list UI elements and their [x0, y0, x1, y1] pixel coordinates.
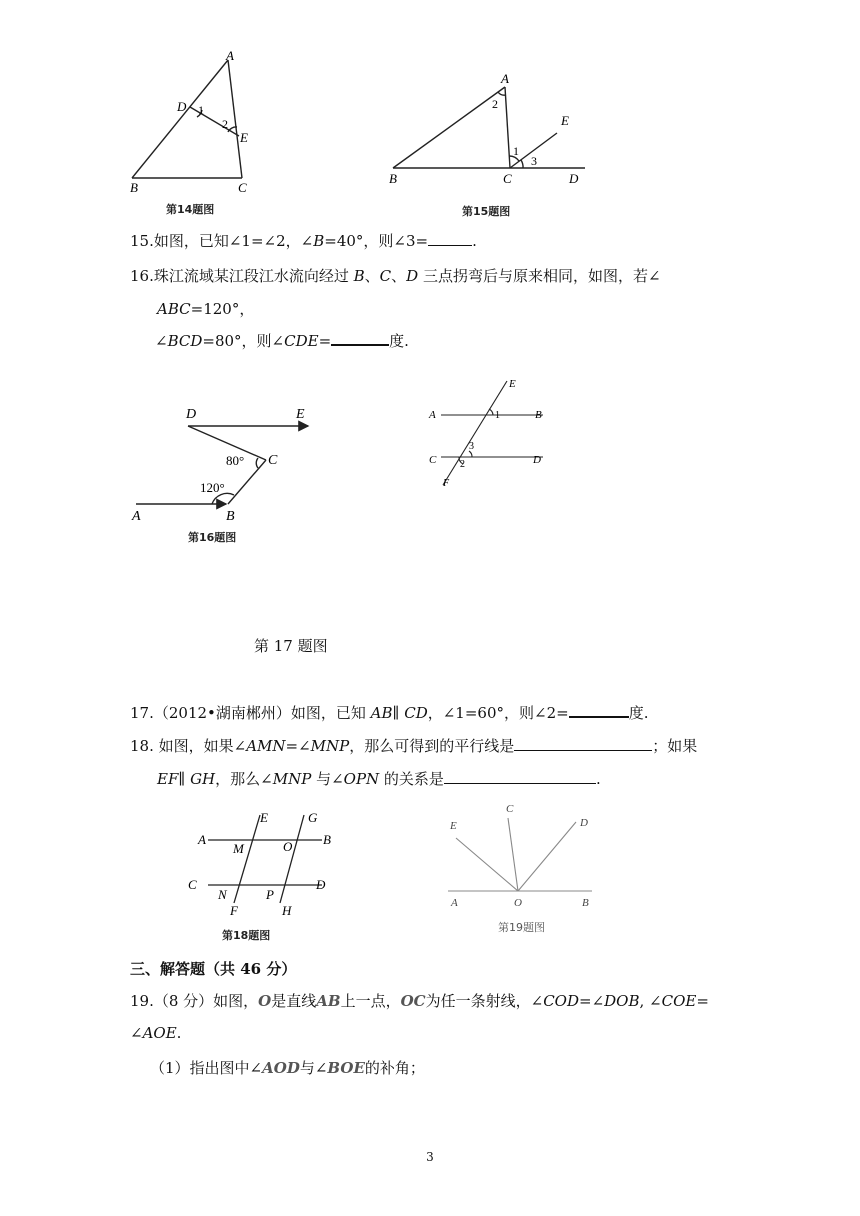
- fig19-label-D: D: [580, 817, 588, 829]
- q16-var: BCD: [167, 332, 203, 350]
- q18-var: AMN: [246, 737, 286, 755]
- figure-17: [425, 375, 555, 495]
- figure-19-drawing: [440, 798, 610, 913]
- q19-var: AOE: [142, 1024, 177, 1042]
- fig16-label-D: D: [186, 407, 197, 422]
- q18-answer-blank-2[interactable]: [444, 769, 596, 784]
- fig16-label-80: 80°: [226, 453, 245, 468]
- fig17-label-2: 2: [460, 459, 465, 470]
- q16-text: 16.珠江流域某江段江水流向经过: [130, 267, 354, 285]
- q16-text: 、: [364, 267, 380, 285]
- fig17-label-1: 1: [495, 410, 500, 421]
- question-16-line-3: [155, 330, 409, 352]
- q19-var: BOE: [327, 1059, 365, 1077]
- q16-answer-blank[interactable]: [331, 330, 389, 346]
- q16-text: 、: [391, 267, 407, 285]
- q16-text: =: [318, 332, 332, 350]
- q17-answer-blank[interactable]: [569, 702, 629, 718]
- fig18-label-P: P: [266, 887, 274, 902]
- fig18-label-A: A: [198, 832, 206, 847]
- figure-15-drawing: [385, 65, 595, 190]
- figure-18-caption: 第18题图: [222, 929, 271, 942]
- q19-text: 与∠: [299, 1059, 328, 1077]
- fig18-label-D: D: [316, 877, 326, 892]
- question-18-line-2: [157, 768, 601, 790]
- fig16-label-A: A: [132, 509, 141, 524]
- question-16-line-2: [157, 298, 254, 320]
- figure-16-drawing: [128, 400, 328, 525]
- question-15: [130, 230, 477, 252]
- fig14-label-2: 2: [222, 117, 228, 131]
- q19-text: ∠: [130, 1024, 143, 1042]
- q16-var: CDE: [284, 332, 319, 350]
- q17-text: 度.: [628, 704, 649, 722]
- fig15-label-2: 2: [492, 97, 498, 111]
- q18-answer-blank-1[interactable]: [514, 736, 652, 751]
- q18-text: 18. 如图，如果∠: [130, 737, 247, 755]
- q18-text: 的关系是: [379, 770, 444, 788]
- fig14-label-E: E: [240, 130, 248, 145]
- question-19-sub-1: [150, 1057, 425, 1079]
- fig16-label-120: 120°: [200, 480, 225, 495]
- q19-text: =∠: [579, 992, 605, 1010]
- fig16-label-C: C: [268, 453, 278, 468]
- question-19-line-1: [130, 990, 709, 1012]
- fig18-label-G: G: [308, 810, 318, 825]
- q18-var: EF: [157, 770, 179, 788]
- fig15-label-E: E: [561, 113, 569, 128]
- q18-var: GH: [190, 770, 216, 788]
- q18-text: ∥: [178, 770, 191, 788]
- q18-text: 与∠: [311, 770, 344, 788]
- figure-19: [440, 798, 610, 913]
- fig15-label-B: B: [389, 171, 397, 186]
- fig19-label-C: C: [506, 803, 514, 815]
- fig15-label-C: C: [503, 171, 512, 186]
- fig14-label-1: 1: [198, 103, 204, 117]
- q18-text: ，那么可得到的平行线是: [349, 737, 515, 755]
- figure-19-caption: 第19题图: [498, 921, 545, 934]
- fig15-label-1: 1: [513, 144, 519, 158]
- fig17-label-A: A: [429, 409, 436, 421]
- q19-var: OC: [400, 992, 426, 1010]
- q15-answer-blank[interactable]: [428, 231, 472, 246]
- fig17-label-B: B: [535, 409, 542, 421]
- fig14-label-C: C: [238, 180, 247, 195]
- fig14-label-D: D: [177, 99, 187, 114]
- fig19-label-A: A: [451, 897, 458, 909]
- q17-var: CD: [404, 704, 428, 722]
- fig15-label-D: D: [569, 171, 579, 186]
- figure-17-caption: 第 17 题图: [254, 637, 328, 655]
- q16-var: ABC: [157, 300, 191, 318]
- fig18-label-F: F: [230, 903, 238, 918]
- q16-text: =80°，则∠: [202, 332, 285, 350]
- q18-text: .: [595, 770, 601, 788]
- figure-16-caption: 第16题图: [188, 531, 237, 544]
- q17-text: ，∠1=60°，则∠2=: [427, 704, 569, 722]
- question-18-line-1: [130, 735, 697, 757]
- question-19-line-2: [130, 1022, 181, 1044]
- question-17: [130, 702, 648, 724]
- fig18-label-O: O: [283, 839, 293, 854]
- fig17-label-D: D: [533, 454, 541, 466]
- fig18-label-M: M: [233, 841, 244, 856]
- figure-14: [120, 50, 270, 195]
- page-number: 3: [426, 1150, 434, 1164]
- q19-text: 19.（8 分）如图，: [130, 992, 259, 1010]
- q19-var: DOB: [604, 992, 640, 1010]
- q15-text-a: 15.如图，已知∠1=∠2，∠: [130, 232, 314, 250]
- section-3-heading: 三、解答题（共 46 分）: [130, 960, 297, 978]
- q19-text: 是直线: [271, 992, 317, 1010]
- question-16-line-1: [130, 265, 661, 287]
- fig17-label-F: F: [443, 478, 450, 489]
- q18-var: MNP: [272, 770, 312, 788]
- fig19-label-O: O: [514, 897, 522, 909]
- fig15-label-A: A: [501, 71, 509, 86]
- figure-14-drawing: [120, 50, 270, 195]
- q19-text: , ∠: [639, 992, 662, 1010]
- q16-text: 三点拐弯后与原来相同，如图，若∠: [418, 267, 661, 285]
- q16-text: ∠: [155, 332, 168, 350]
- q19-var: COE: [661, 992, 697, 1010]
- figure-15: [385, 65, 595, 190]
- q16-text: =120°，: [190, 300, 255, 318]
- q18-text: ，那么∠: [215, 770, 273, 788]
- figure-16: [128, 400, 328, 525]
- q19-text: =: [696, 992, 709, 1010]
- fig14-label-A: A: [226, 48, 234, 63]
- q15-var-b: B: [313, 232, 325, 250]
- fig18-label-E: E: [260, 810, 268, 825]
- q18-text: =∠: [285, 737, 311, 755]
- q17-text: 17.（2012•湖南郴州）如图，已知: [130, 704, 371, 722]
- q18-var: MNP: [310, 737, 350, 755]
- q19-text: 为任一条射线，∠: [425, 992, 544, 1010]
- q18-text: ；如果: [652, 737, 698, 755]
- fig17-label-E: E: [509, 378, 516, 390]
- q19-var: COD: [543, 992, 580, 1010]
- q19-var: O: [258, 992, 272, 1010]
- q15-text-c: =40°，则∠3=: [324, 232, 429, 250]
- fig17-label-C: C: [429, 454, 437, 466]
- q19-text: 上一点，: [340, 992, 401, 1010]
- q17-text: ∥: [392, 704, 405, 722]
- q19-var: AB: [316, 992, 341, 1010]
- figure-14-caption: 第14题图: [166, 203, 215, 216]
- q16-var: B: [353, 267, 365, 285]
- q16-var: C: [379, 267, 392, 285]
- fig19-label-E: E: [450, 820, 457, 832]
- figure-18: [186, 805, 346, 920]
- q15-text-d: .: [472, 232, 477, 250]
- figure-17-drawing: [425, 375, 555, 495]
- fig18-label-N: N: [218, 887, 227, 902]
- q19-var: AOD: [262, 1059, 300, 1077]
- figure-15-caption: 第15题图: [462, 205, 511, 218]
- fig16-label-E: E: [296, 407, 305, 422]
- fig18-label-B: B: [323, 832, 331, 847]
- fig19-label-B: B: [582, 897, 589, 909]
- fig16-label-B: B: [226, 509, 235, 524]
- q19-text: 的补角；: [364, 1059, 425, 1077]
- q17-var: AB: [370, 704, 393, 722]
- q18-var: OPN: [343, 770, 380, 788]
- fig17-label-3: 3: [469, 441, 474, 452]
- figure-18-drawing: [186, 805, 346, 920]
- q16-text: 度.: [389, 332, 409, 350]
- q19-text: .: [176, 1024, 182, 1042]
- fig14-label-B: B: [130, 180, 138, 195]
- fig18-label-H: H: [282, 903, 292, 918]
- fig15-label-3: 3: [531, 154, 537, 168]
- q16-var: D: [406, 267, 419, 285]
- q19-text: （1）指出图中∠: [150, 1059, 263, 1077]
- fig18-label-C: C: [188, 877, 197, 892]
